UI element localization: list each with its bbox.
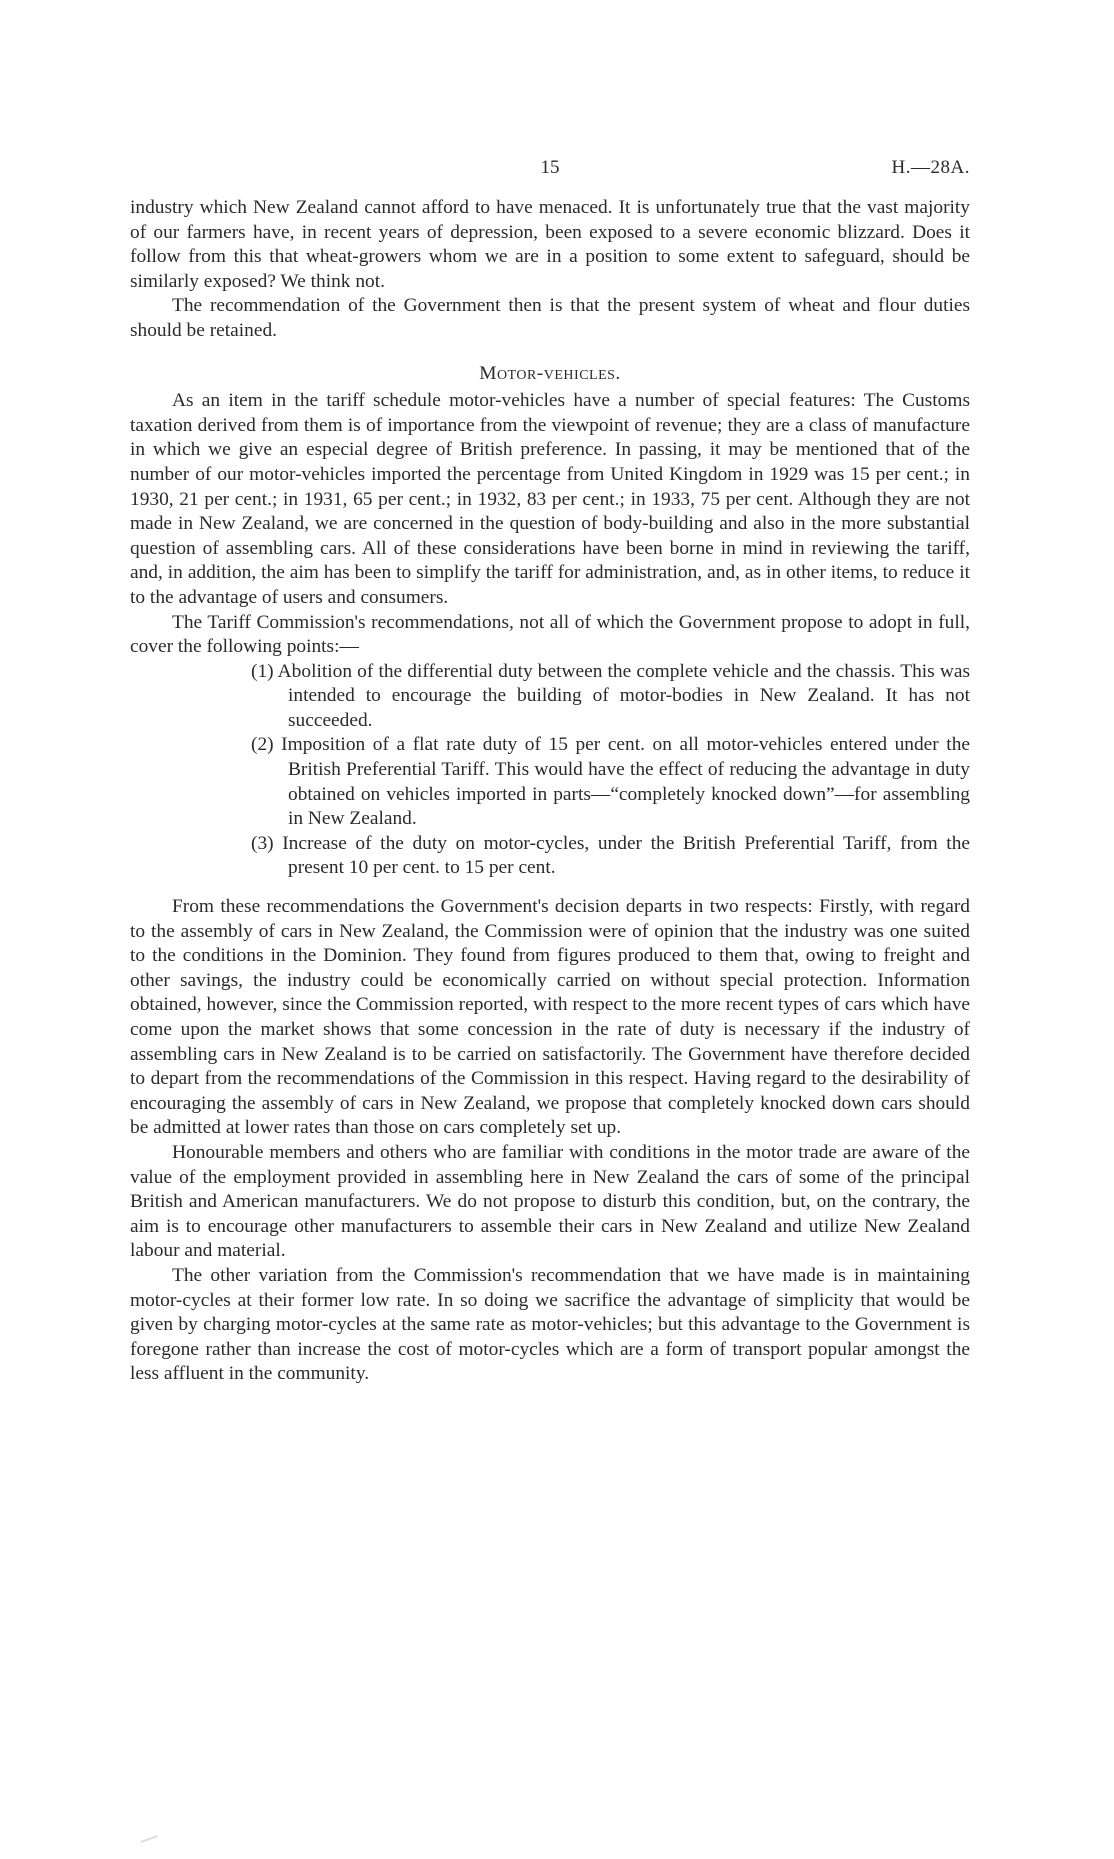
paragraph-commission-recommendations: The Tariff Commission's recommendations, not all of which the Government propose to adopt in full, cover the following points:— <box>130 611 970 658</box>
page-header <box>130 157 970 187</box>
body-text <box>130 196 970 1387</box>
paragraph-wheat-recommendation: The recommendation of the Government then is that the present system of wheat and flour duties should be retained. <box>130 295 970 341</box>
paragraph-government-decision: From these recommendations the Government's decision departs in two respects: Firstly, with regard to the assembly of cars in New Zealand, the Commission were of opinion that the industry was one suited to the conditions in the Dominion. They found from figures produced to them that, owing to freight and other savings, the industry could be economically carried on without special protection. Information obtained, however, since the Commission reported, with respect to the more recent types of cars which have come upon the market shows that some concession in the rate of duty is necessary if the industry of assembling cars in New Zealand is to be carried on satisfactorily. The Government have therefore decided to depart from the recommendations of the Commission in this respect. Having regard to the desirability of encouraging the assembly of cars in New Zealand, we propose that completely knocked down cars should be admitted at lower rates than those on cars completely set up. <box>130 896 970 1139</box>
scan-mark <box>140 1835 158 1843</box>
recommendations-list <box>130 660 970 881</box>
list-item: (3) Increase of the duty on motor-cycles, under the British Preferential Tariff, from the present 10 per cent. to 15 per cent. <box>251 832 970 879</box>
paragraph-motor-cycles: The other variation from the Commission's recommendation that we have made is in maintaining motor-cycles at their former low rate. In so doing we sacrifice the advantage of simplicity that would be given by charging motor-cycles at the same rate as motor-vehicles; but this advantage to the Government is foregone rather than increase the cost of motor-cycles which are a form of transport popular amongst the less affluent in the community. <box>130 1264 970 1385</box>
paragraph-motor-vehicles-intro: As an item in the tariff schedule motor-vehicles have a number of special features: The Customs taxation derived from them is of importance from the viewpoint of revenue; they are a class of manufacture in which we give an especial degree of British preference. In passing, it may be mentioned that of the number of our motor-vehicles imported the percentage from United Kingdom in 1929 was 15 per cent.; in 1930, 21 per cent.; in 1931, 65 per cent.; in 1932, 83 per cent.; in 1933, 75 per cent. Although they are not made in New Zealand, we are concerned in the question of body-building and also in the more substantial question of assembling cars. All of these considerations have been borne in mind in reviewing the tariff, and, in addition, the aim has been to simplify the tariff for administration, and, as in other items, to reduce it to the advantage of users and consumers. <box>130 390 970 608</box>
paragraph-wheat-conclusion: industry which New Zealand cannot afford to have menaced. It is unfortunately true that the vast majority of our farmers have, in recent years of depression, been exposed to a severe economic blizzard. Does it follow from this that wheat-growers whom we are in a position to some extent to safeguard, should be similarly exposed? We think not. <box>130 197 970 292</box>
section-heading-motor-vehicles: Motor-vehicles. <box>479 362 621 384</box>
document-reference: H.—28A. <box>891 157 970 178</box>
list-item: (1) Abolition of the differential duty between the complete vehicle and the chassis. This was intended to encourage the building of motor-bodies in New Zealand. It has not succeeded. <box>251 660 970 731</box>
paragraph-motor-trade: Honourable members and others who are familiar with conditions in the motor trade are aware of the value of the employment provided in assembling here in New Zealand the cars of some of the principal British and American manufacturers. We do not propose to disturb this condition, but, on the contrary, the aim is to encourage other manufacturers to assemble their cars in New Zealand and utilize New Zealand labour and material. <box>130 1141 970 1262</box>
list-item: (2) Imposition of a flat rate duty of 15 per cent. on all motor-vehicles entered under the British Preferential Tariff. This would have the effect of reducing the advantage in duty obtained on vehicles imported in parts—“completely knocked down”—for assembling in New Zealand. <box>251 734 970 830</box>
page-number: 15 <box>540 157 560 178</box>
